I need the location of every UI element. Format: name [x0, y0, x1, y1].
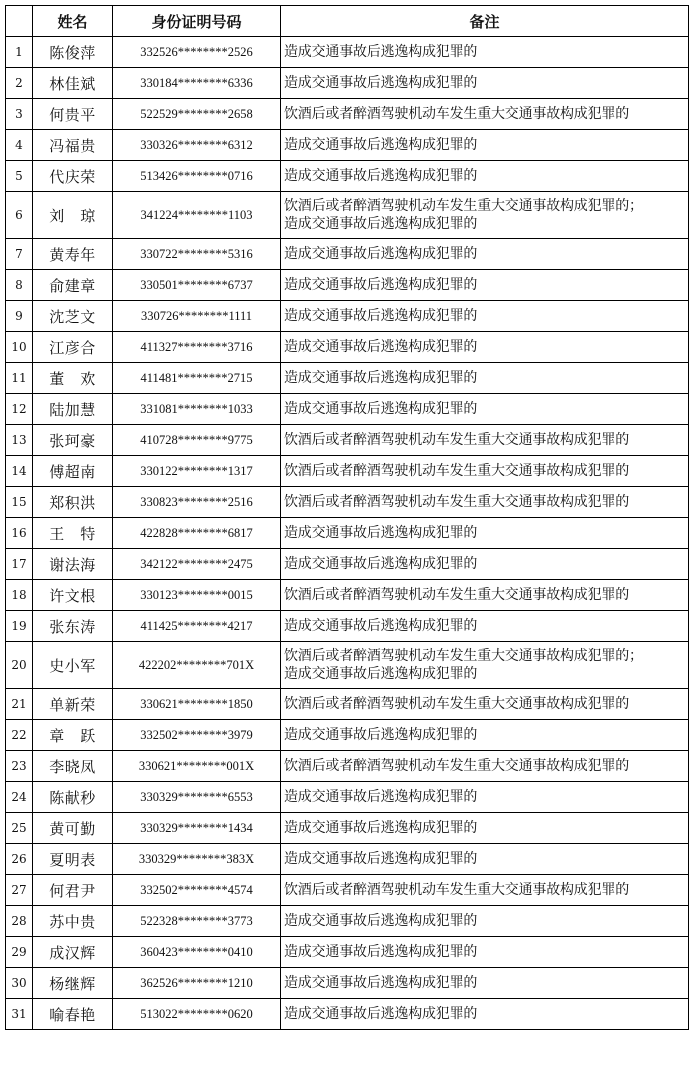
header-id-number: 身份证明号码	[113, 6, 281, 37]
person-name: 沈芝文	[33, 301, 113, 332]
id-number: 411327********3716	[113, 332, 281, 363]
row-number: 29	[6, 937, 33, 968]
remarks-text: 饮酒后或者醉酒驾驶机动车发生重大交通事故构成犯罪的	[284, 432, 629, 448]
table-row	[6, 999, 689, 1030]
remarks-cell	[281, 99, 689, 130]
row-number: 15	[6, 487, 33, 518]
id-number: 330501********6737	[113, 270, 281, 301]
id-number: 422828********6817	[113, 518, 281, 549]
person-name: 夏明表	[33, 844, 113, 875]
remarks-cell	[281, 782, 689, 813]
table-row	[6, 751, 689, 782]
id-number: 330329********6553	[113, 782, 281, 813]
remarks-text: 造成交通事故后逃逸构成犯罪的	[284, 975, 478, 991]
table-row	[6, 130, 689, 161]
remarks-cell	[281, 549, 689, 580]
table-row	[6, 611, 689, 642]
row-number: 19	[6, 611, 33, 642]
id-number: 332502********4574	[113, 875, 281, 906]
person-name: 喻春艳	[33, 999, 113, 1030]
remarks-text: 造成交通事故后逃逸构成犯罪的	[284, 168, 478, 184]
row-number: 25	[6, 813, 33, 844]
row-number: 5	[6, 161, 33, 192]
remarks-cell	[281, 425, 689, 456]
table-row	[6, 782, 689, 813]
table-row	[6, 487, 689, 518]
id-number: 330726********1111	[113, 301, 281, 332]
person-name: 黄可勤	[33, 813, 113, 844]
remarks-cell	[281, 394, 689, 425]
remarks-text: 造成交通事故后逃逸构成犯罪的	[284, 308, 478, 324]
row-number: 4	[6, 130, 33, 161]
remarks-cell	[281, 937, 689, 968]
table-body	[6, 37, 689, 1030]
id-number: 332502********3979	[113, 720, 281, 751]
row-number: 20	[6, 642, 33, 689]
id-number: 330326********6312	[113, 130, 281, 161]
person-name: 俞建章	[33, 270, 113, 301]
person-name: 李晓凤	[33, 751, 113, 782]
remarks-text: 造成交通事故后逃逸构成犯罪的	[284, 820, 478, 836]
remarks-text: 造成交通事故后逃逸构成犯罪的	[284, 137, 478, 153]
person-name: 张珂豪	[33, 425, 113, 456]
row-number: 27	[6, 875, 33, 906]
table-row	[6, 720, 689, 751]
row-number: 18	[6, 580, 33, 611]
remarks-cell	[281, 813, 689, 844]
remarks-cell	[281, 751, 689, 782]
person-name: 陈俊萍	[33, 37, 113, 68]
row-number: 13	[6, 425, 33, 456]
remarks-text: 造成交通事故后逃逸构成犯罪的	[284, 789, 478, 805]
row-number: 21	[6, 689, 33, 720]
header-name: 姓名	[33, 6, 113, 37]
remarks-text: 造成交通事故后逃逸构成犯罪的	[284, 246, 478, 262]
remarks-cell	[281, 906, 689, 937]
table-row	[6, 456, 689, 487]
person-name: 何君尹	[33, 875, 113, 906]
remarks-cell	[281, 270, 689, 301]
remarks-text: 饮酒后或者醉酒驾驶机动车发生重大交通事故构成犯罪的	[284, 463, 629, 479]
id-number: 330823********2516	[113, 487, 281, 518]
remarks-cell	[281, 456, 689, 487]
remarks-cell	[281, 487, 689, 518]
id-number: 362526********1210	[113, 968, 281, 999]
remarks-text: 饮酒后或者醉酒驾驶机动车发生重大交通事故构成犯罪的	[284, 494, 629, 510]
offender-table	[5, 5, 689, 1030]
table-row	[6, 518, 689, 549]
remarks-text: 造成交通事故后逃逸构成犯罪的	[284, 339, 478, 355]
remarks-text: 造成交通事故后逃逸构成犯罪的	[284, 913, 478, 929]
remarks-text: 造成交通事故后逃逸构成犯罪的	[284, 1006, 478, 1022]
remarks-cell	[281, 332, 689, 363]
table-row	[6, 99, 689, 130]
remarks-cell	[281, 580, 689, 611]
row-number: 24	[6, 782, 33, 813]
table-row	[6, 394, 689, 425]
table-row	[6, 161, 689, 192]
remarks-text: 造成交通事故后逃逸构成犯罪的	[284, 401, 478, 417]
row-number: 14	[6, 456, 33, 487]
id-number: 330329********383X	[113, 844, 281, 875]
row-number: 12	[6, 394, 33, 425]
person-name: 江彦合	[33, 332, 113, 363]
remarks-text: 造成交通事故后逃逸构成犯罪的	[284, 216, 478, 232]
remarks-cell	[281, 689, 689, 720]
person-name: 史小军	[33, 642, 113, 689]
header-remarks: 备注	[281, 6, 689, 37]
row-number: 26	[6, 844, 33, 875]
person-name: 成汉辉	[33, 937, 113, 968]
table-row	[6, 689, 689, 720]
id-number: 342122********2475	[113, 549, 281, 580]
id-number: 422202********701X	[113, 642, 281, 689]
table-row	[6, 301, 689, 332]
remarks-text: 造成交通事故后逃逸构成犯罪的	[284, 277, 478, 293]
remarks-text: 饮酒后或者醉酒驾驶机动车发生重大交通事故构成犯罪的	[284, 882, 629, 898]
person-name: 王 特	[33, 518, 113, 549]
id-number: 331081********1033	[113, 394, 281, 425]
remarks-cell	[281, 844, 689, 875]
remarks-text: 造成交通事故后逃逸构成犯罪的	[284, 851, 478, 867]
row-number: 2	[6, 68, 33, 99]
person-name: 董 欢	[33, 363, 113, 394]
remarks-cell	[281, 37, 689, 68]
id-number: 522529********2658	[113, 99, 281, 130]
remarks-cell	[281, 363, 689, 394]
row-number: 11	[6, 363, 33, 394]
person-name: 黄寿年	[33, 239, 113, 270]
person-name: 章 跃	[33, 720, 113, 751]
id-number: 332526********2526	[113, 37, 281, 68]
row-number: 30	[6, 968, 33, 999]
row-number: 9	[6, 301, 33, 332]
person-name: 冯福贵	[33, 130, 113, 161]
id-number: 411425********4217	[113, 611, 281, 642]
row-number: 16	[6, 518, 33, 549]
person-name: 张东涛	[33, 611, 113, 642]
remarks-text: 造成交通事故后逃逸构成犯罪的	[284, 727, 478, 743]
table-row	[6, 844, 689, 875]
id-number: 330621********1850	[113, 689, 281, 720]
table-row	[6, 906, 689, 937]
id-number: 330123********0015	[113, 580, 281, 611]
remarks-cell	[281, 130, 689, 161]
id-number: 330329********1434	[113, 813, 281, 844]
person-name: 苏中贵	[33, 906, 113, 937]
person-name: 林佳斌	[33, 68, 113, 99]
remarks-text: 造成交通事故后逃逸构成犯罪的	[284, 44, 478, 60]
remarks-cell	[281, 518, 689, 549]
row-number: 7	[6, 239, 33, 270]
id-number: 410728********9775	[113, 425, 281, 456]
person-name: 何贵平	[33, 99, 113, 130]
table-row	[6, 192, 689, 239]
remarks-text: 饮酒后或者醉酒驾驶机动车发生重大交通事故构成犯罪的；	[284, 648, 643, 664]
row-number: 31	[6, 999, 33, 1030]
remarks-cell	[281, 999, 689, 1030]
remarks-text: 造成交通事故后逃逸构成犯罪的	[284, 525, 478, 541]
row-number: 3	[6, 99, 33, 130]
person-name: 陈献秒	[33, 782, 113, 813]
remarks-text: 造成交通事故后逃逸构成犯罪的	[284, 618, 478, 634]
id-number: 513426********0716	[113, 161, 281, 192]
row-number: 28	[6, 906, 33, 937]
person-name: 许文根	[33, 580, 113, 611]
remarks-cell	[281, 301, 689, 332]
remarks-text: 造成交通事故后逃逸构成犯罪的	[284, 370, 478, 386]
remarks-text: 饮酒后或者醉酒驾驶机动车发生重大交通事故构成犯罪的	[284, 106, 629, 122]
row-number: 17	[6, 549, 33, 580]
header-number	[6, 6, 33, 37]
row-number: 23	[6, 751, 33, 782]
table-row	[6, 68, 689, 99]
person-name: 代庆荣	[33, 161, 113, 192]
table-row	[6, 270, 689, 301]
remarks-cell	[281, 642, 689, 689]
id-number: 522328********3773	[113, 906, 281, 937]
remarks-cell	[281, 720, 689, 751]
row-number: 8	[6, 270, 33, 301]
table-row	[6, 580, 689, 611]
table-row	[6, 425, 689, 456]
row-number: 1	[6, 37, 33, 68]
remarks-cell	[281, 161, 689, 192]
id-number: 330621********001X	[113, 751, 281, 782]
remarks-cell	[281, 968, 689, 999]
row-number: 6	[6, 192, 33, 239]
table-row	[6, 239, 689, 270]
id-number: 330122********1317	[113, 456, 281, 487]
person-name: 刘 琼	[33, 192, 113, 239]
remarks-text: 饮酒后或者醉酒驾驶机动车发生重大交通事故构成犯罪的	[284, 587, 629, 603]
row-number: 22	[6, 720, 33, 751]
table-row	[6, 642, 689, 689]
remarks-text: 饮酒后或者醉酒驾驶机动车发生重大交通事故构成犯罪的	[284, 696, 629, 712]
id-number: 330722********5316	[113, 239, 281, 270]
remarks-text: 造成交通事故后逃逸构成犯罪的	[284, 75, 478, 91]
remarks-text: 饮酒后或者醉酒驾驶机动车发生重大交通事故构成犯罪的	[284, 758, 629, 774]
person-name: 谢法海	[33, 549, 113, 580]
table-row	[6, 813, 689, 844]
person-name: 傅超南	[33, 456, 113, 487]
table-row	[6, 363, 689, 394]
remarks-cell	[281, 68, 689, 99]
remarks-cell	[281, 239, 689, 270]
id-number: 330184********6336	[113, 68, 281, 99]
table-row	[6, 968, 689, 999]
table-row	[6, 37, 689, 68]
remarks-text: 造成交通事故后逃逸构成犯罪的	[284, 556, 478, 572]
row-number: 10	[6, 332, 33, 363]
remarks-text: 饮酒后或者醉酒驾驶机动车发生重大交通事故构成犯罪的；	[284, 198, 643, 214]
table-row	[6, 549, 689, 580]
table-header-row	[6, 6, 689, 37]
table-row	[6, 937, 689, 968]
remarks-text: 造成交通事故后逃逸构成犯罪的	[284, 666, 478, 682]
id-number: 341224********1103	[113, 192, 281, 239]
person-name: 单新荣	[33, 689, 113, 720]
id-number: 360423********0410	[113, 937, 281, 968]
remarks-cell	[281, 611, 689, 642]
person-name: 郑积洪	[33, 487, 113, 518]
person-name: 陆加慧	[33, 394, 113, 425]
remarks-text: 造成交通事故后逃逸构成犯罪的	[284, 944, 478, 960]
id-number: 513022********0620	[113, 999, 281, 1030]
table-row	[6, 875, 689, 906]
table-row	[6, 332, 689, 363]
id-number: 411481********2715	[113, 363, 281, 394]
remarks-cell	[281, 875, 689, 906]
remarks-cell	[281, 192, 689, 239]
person-name: 杨继辉	[33, 968, 113, 999]
